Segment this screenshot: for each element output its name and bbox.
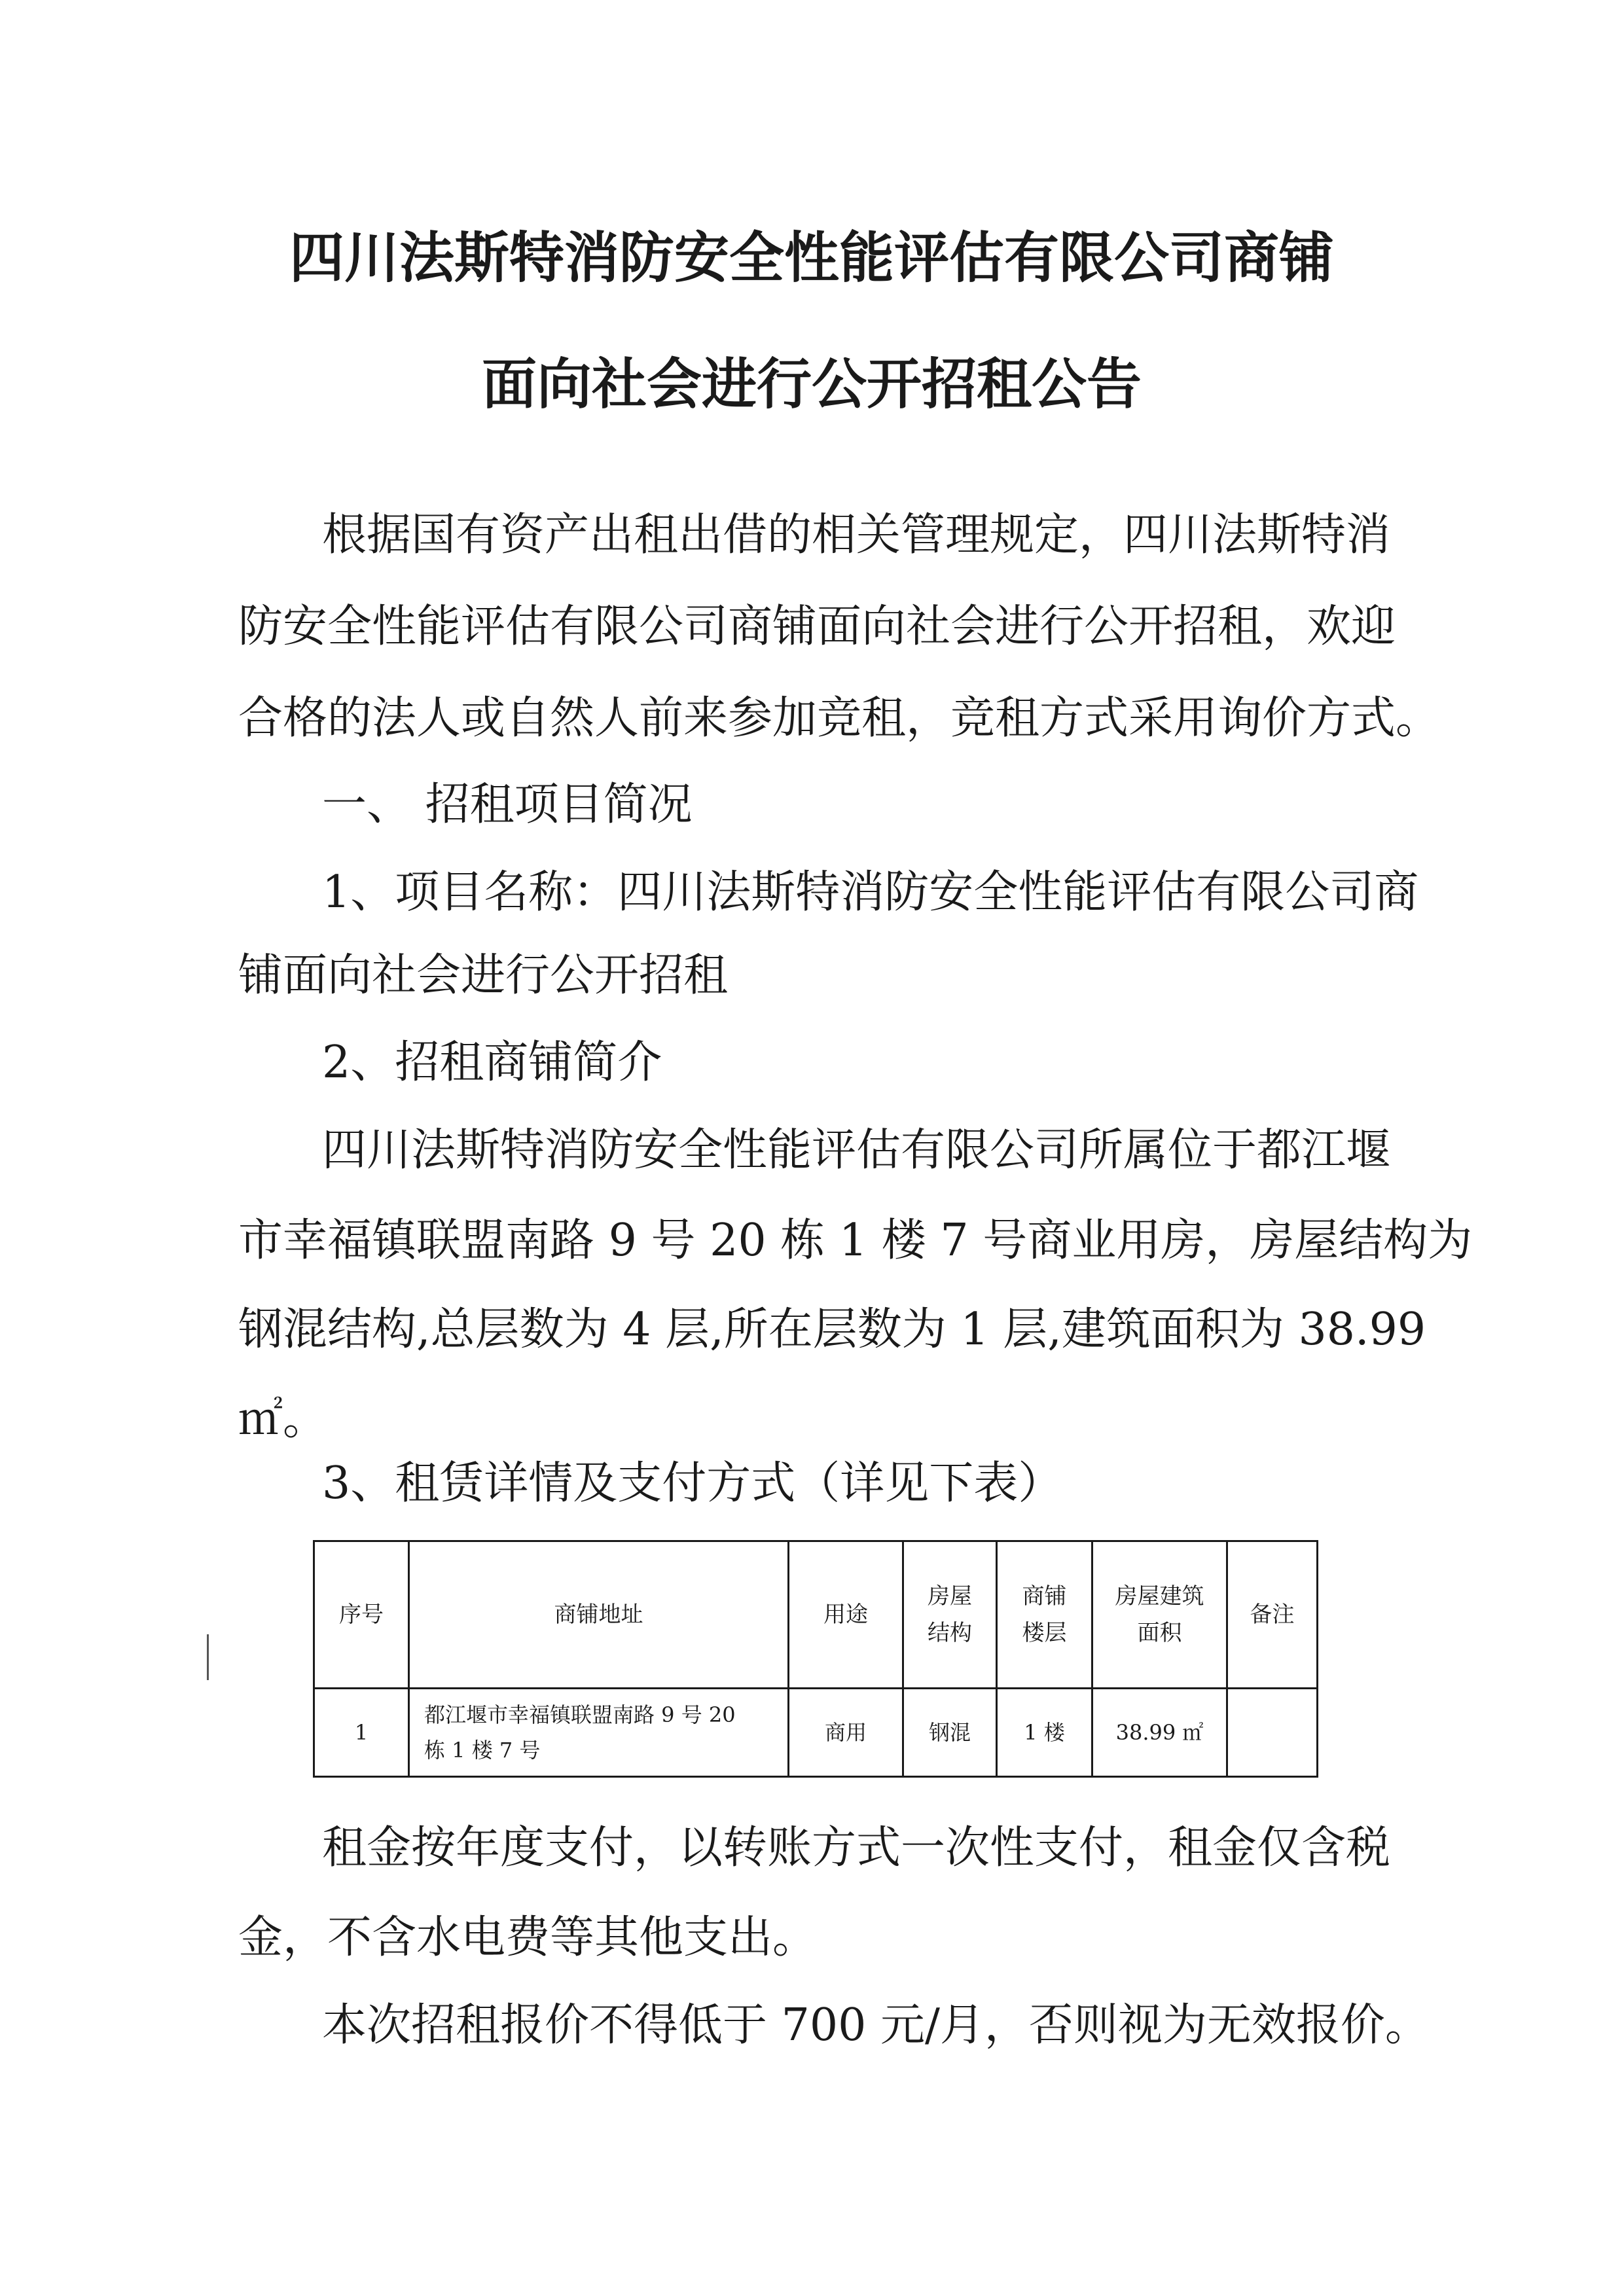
header-floor-1: 商铺 <box>1022 1583 1067 1609</box>
item-1-line-2: 铺面向社会进行公开招租 <box>238 950 729 1001</box>
payment-line-2: 金，不含水电费等其他支出。 <box>238 1912 818 1964</box>
header-structure-1: 房屋 <box>928 1583 972 1609</box>
intro-line-3: 合格的法人或自然人前来参加竞租，竞租方式采用询价方式。 <box>238 692 1441 744</box>
header-area <box>1092 1541 1227 1689</box>
section-1-heading: 一、 招租项目简况 <box>322 779 693 831</box>
header-structure-2: 结构 <box>928 1620 972 1646</box>
table-row <box>314 1689 1318 1777</box>
intro-line-2: 防安全性能评估有限公司商铺面向社会进行公开招租，欢迎 <box>238 601 1396 653</box>
header-no: 序号 <box>314 1541 409 1689</box>
intro-line-1: 根据国有资产出租出借的相关管理规定，四川法斯特消 <box>322 509 1391 561</box>
item-3-heading: 3、租赁详情及支付方式（详见下表） <box>322 1458 1063 1509</box>
header-area-1: 房屋建筑 <box>1115 1583 1204 1609</box>
shop-intro-line-1: 四川法斯特消防安全性能评估有限公司所属位于都江堰 <box>322 1124 1391 1176</box>
header-remark: 备注 <box>1227 1541 1318 1689</box>
rental-table <box>313 1540 1318 1778</box>
payment-line-1: 租金按年度支付，以转账方式一次性支付，租金仅含税 <box>322 1822 1391 1874</box>
cell-use: 商用 <box>789 1689 903 1777</box>
item-2-heading: 2、招租商铺简介 <box>322 1037 662 1088</box>
cell-address-2: 栋 1 楼 7 号 <box>424 1738 541 1763</box>
table-header-row <box>314 1541 1318 1689</box>
header-use: 用途 <box>789 1541 903 1689</box>
cell-remark <box>1227 1689 1318 1777</box>
shop-intro-line-3: 钢混结构,总层数为 4 层,所在层数为 1 层,建筑面积为 38.99 <box>238 1304 1426 1355</box>
price-note: 本次招租报价不得低于 700 元/月，否则视为无效报价。 <box>322 2000 1430 2051</box>
margin-mark <box>207 1634 209 1680</box>
header-area-2: 面积 <box>1137 1620 1182 1646</box>
cell-structure: 钢混 <box>903 1689 997 1777</box>
item-1-line-1: 1、项目名称：四川法斯特消防安全性能评估有限公司商 <box>322 867 1419 918</box>
header-floor-2: 楼层 <box>1022 1620 1067 1646</box>
cell-address <box>409 1689 789 1777</box>
cell-address-1: 都江堰市幸福镇联盟南路 9 号 20 <box>424 1702 736 1727</box>
title-line-1: 四川法斯特消防安全性能评估有限公司商铺 <box>289 226 1334 290</box>
title-line-2: 面向社会进行公开招租公告 <box>481 352 1142 416</box>
cell-floor: 1 楼 <box>997 1689 1092 1777</box>
cell-no: 1 <box>314 1689 409 1777</box>
header-floor <box>997 1541 1092 1689</box>
shop-intro-line-2: 市幸福镇联盟南路 9 号 20 栋 1 楼 7 号商业用房，房屋结构为 <box>238 1215 1473 1266</box>
shop-intro-line-4: ㎡。 <box>238 1393 328 1445</box>
cell-area: 38.99 ㎡ <box>1092 1689 1227 1777</box>
header-structure <box>903 1541 997 1689</box>
header-address: 商铺地址 <box>409 1541 789 1689</box>
